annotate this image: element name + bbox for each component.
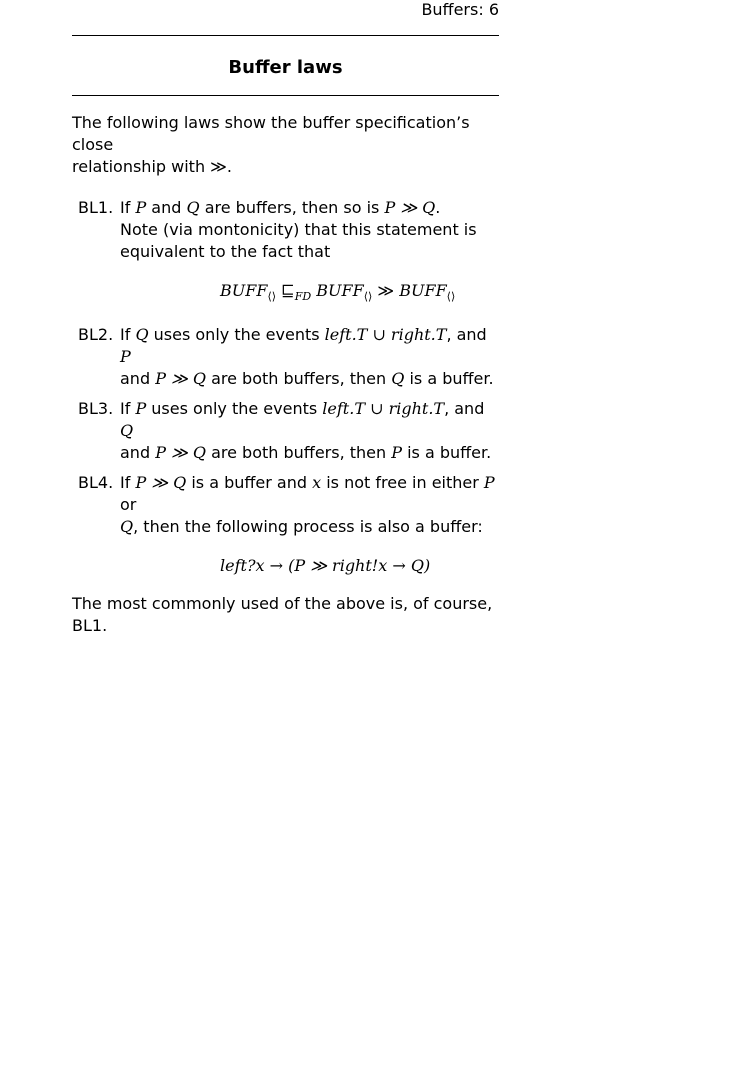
law-bl4 bbox=[72, 472, 502, 577]
law-text: is a buffer. bbox=[402, 443, 492, 462]
process-variable: P bbox=[135, 198, 147, 217]
refinement-symbol: ⊑ bbox=[281, 281, 295, 300]
piping-expression: P ≫ Q bbox=[135, 473, 187, 492]
law-label: BL4. bbox=[78, 473, 114, 492]
running-header: Buffers: 6 bbox=[421, 0, 499, 19]
slide-body bbox=[72, 112, 502, 637]
law-statement bbox=[120, 197, 502, 219]
law-text: is not free in either bbox=[321, 473, 484, 492]
piping-expression: P ≫ Q bbox=[155, 369, 206, 388]
law-text: If bbox=[120, 325, 136, 344]
process-variable: Q bbox=[391, 369, 405, 388]
law-statement-line-2 bbox=[120, 516, 502, 538]
law-statement-line-2 bbox=[120, 442, 502, 464]
law-text: If bbox=[120, 399, 136, 418]
compose-symbol: ≫ bbox=[210, 157, 227, 176]
law-text: If bbox=[120, 198, 136, 217]
top-rule bbox=[72, 35, 499, 36]
event-set: left.T ∪ right.T bbox=[324, 325, 447, 344]
empty-trace-subscript: ⟨⟩ bbox=[267, 290, 277, 303]
law-text: , then the following process is also a buffer: bbox=[133, 517, 483, 536]
empty-trace-subscript: ⟨⟩ bbox=[446, 290, 456, 303]
piping-expression: P ≫ Q bbox=[155, 443, 206, 462]
law-text: , and bbox=[446, 325, 487, 344]
closing-remark: The most commonly used of the above is, of course, BL1. bbox=[72, 594, 493, 635]
law-text: and bbox=[146, 198, 187, 217]
law-text: uses only the events bbox=[148, 325, 325, 344]
law-text: If bbox=[120, 473, 136, 492]
law-note: Note (via montonicity) that this statement is bbox=[120, 220, 477, 239]
law-text: or bbox=[120, 495, 137, 514]
law-bl1 bbox=[72, 197, 502, 308]
process-variable: P bbox=[135, 399, 147, 418]
process-variable: P bbox=[120, 347, 131, 366]
empty-trace-subscript: ⟨⟩ bbox=[363, 290, 373, 303]
piping-expression: P ≫ Q bbox=[384, 198, 436, 217]
law-text: . bbox=[435, 198, 441, 217]
law-text: are both buffers, then bbox=[206, 369, 392, 388]
law-statement bbox=[120, 324, 502, 368]
intro-line-2-prefix: relationship with bbox=[72, 157, 211, 176]
law-statement bbox=[120, 398, 502, 442]
intro-line-1: The following laws show the buffer specification’s close bbox=[72, 113, 470, 154]
law-text: and bbox=[120, 443, 156, 462]
law-bl2 bbox=[72, 324, 502, 390]
event-set: left.T ∪ right.T bbox=[322, 399, 445, 418]
buff-term: BUFF bbox=[399, 281, 447, 300]
law-text: , and bbox=[444, 399, 485, 418]
refinement-display bbox=[120, 280, 502, 308]
law-text: is a buffer and bbox=[186, 473, 313, 492]
law-label: BL1. bbox=[78, 198, 114, 217]
law-text: uses only the events bbox=[146, 399, 323, 418]
slide-title: Buffer laws bbox=[228, 57, 343, 78]
law-text: is a buffer. bbox=[404, 369, 494, 388]
law-statement-line-2 bbox=[120, 368, 502, 390]
law-bl3 bbox=[72, 398, 502, 464]
title-rule bbox=[72, 95, 499, 96]
law-label: BL2. bbox=[78, 325, 114, 344]
buff-term: BUFF bbox=[220, 281, 268, 300]
process-variable: P bbox=[483, 473, 495, 492]
process-variable: Q bbox=[120, 517, 134, 536]
process-variable: Q bbox=[120, 421, 134, 440]
process-variable: Q bbox=[135, 325, 149, 344]
intro-paragraph bbox=[72, 112, 502, 178]
fd-subscript: FD bbox=[294, 290, 312, 303]
intro-line-2-suffix: . bbox=[226, 157, 233, 176]
law-text: are both buffers, then bbox=[206, 443, 392, 462]
process-display: left?x → (P ≫ right!x → Q) bbox=[220, 556, 431, 575]
law-note: equivalent to the fact that bbox=[120, 242, 331, 261]
law-statement bbox=[120, 472, 502, 516]
law-text: are buffers, then so is bbox=[199, 198, 385, 217]
process-variable: Q bbox=[186, 198, 200, 217]
law-label: BL3. bbox=[78, 399, 114, 418]
buff-term: BUFF bbox=[316, 281, 364, 300]
bound-variable: x bbox=[312, 473, 322, 492]
process-variable: P bbox=[391, 443, 402, 462]
law-text: and bbox=[120, 369, 156, 388]
compose-symbol: ≫ bbox=[377, 281, 395, 300]
